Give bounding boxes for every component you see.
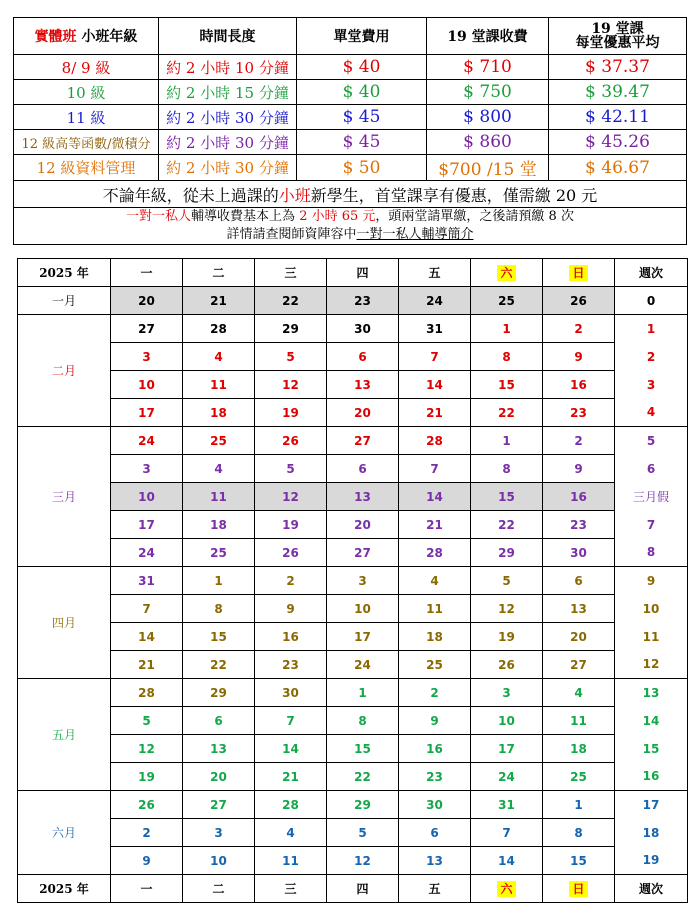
day-cell: 30 — [255, 679, 327, 707]
day-cell: 1 — [543, 791, 615, 819]
week-row — [18, 623, 688, 651]
day-cell: 15 — [543, 847, 615, 875]
fee-grade: 11 級 — [14, 105, 159, 130]
weekday-header: 四 — [327, 875, 399, 903]
calendar-table — [17, 258, 688, 903]
fee-total: $ 710 — [427, 55, 549, 80]
day-cell: 29 — [183, 679, 255, 707]
day-cell: 27 — [543, 651, 615, 679]
day-cell: 27 — [327, 427, 399, 455]
week-row — [18, 483, 688, 511]
private-tutoring-note — [14, 208, 687, 245]
weekend-highlight: 日 — [569, 265, 587, 281]
week-row — [18, 791, 688, 819]
day-cell: 21 — [183, 287, 255, 315]
day-cell: 5 — [255, 455, 327, 483]
day-cell: 24 — [471, 763, 543, 791]
week-row — [18, 847, 688, 875]
week-number: 8 — [615, 539, 688, 567]
day-cell: 14 — [399, 371, 471, 399]
day-cell: 5 — [327, 819, 399, 847]
note2-part2: ，頭兩堂請單繳，之後請預繳 8 次 — [375, 209, 574, 224]
day-cell: 30 — [327, 315, 399, 343]
fee-grade: 8/ 9 級 — [14, 55, 159, 80]
day-cell: 4 — [543, 679, 615, 707]
day-cell: 26 — [111, 791, 183, 819]
weekday-header: 一 — [111, 875, 183, 903]
day-cell: 18 — [183, 399, 255, 427]
day-cell: 15 — [471, 371, 543, 399]
day-cell: 5 — [255, 343, 327, 371]
day-cell: 8 — [471, 455, 543, 483]
day-cell: 23 — [543, 399, 615, 427]
day-cell: 24 — [399, 287, 471, 315]
day-cell: 16 — [543, 371, 615, 399]
day-cell: 6 — [399, 819, 471, 847]
fee-single: $ 45 — [297, 130, 427, 155]
day-cell: 11 — [543, 707, 615, 735]
week-number: 3 — [615, 371, 688, 399]
fee-duration: 約 2 小時 15 分鐘 — [159, 80, 297, 105]
day-cell: 27 — [111, 315, 183, 343]
day-cell: 28 — [399, 539, 471, 567]
day-cell: 20 — [327, 399, 399, 427]
week-row — [18, 819, 688, 847]
day-cell: 14 — [471, 847, 543, 875]
note1-part1: 不論年級，從未上過課的 — [102, 185, 279, 205]
week-number: 4 — [615, 399, 688, 427]
day-cell: 21 — [255, 763, 327, 791]
day-cell: 3 — [327, 567, 399, 595]
fee-total: $ 800 — [427, 105, 549, 130]
day-cell: 10 — [327, 595, 399, 623]
day-cell: 28 — [255, 791, 327, 819]
weekend-highlight: 六 — [497, 265, 515, 281]
day-cell: 12 — [255, 371, 327, 399]
fee-single: $ 40 — [297, 80, 427, 105]
day-cell: 22 — [183, 651, 255, 679]
day-cell: 6 — [183, 707, 255, 735]
week-number: 6 — [615, 455, 688, 483]
day-cell: 17 — [111, 399, 183, 427]
week-number: 0 — [615, 287, 688, 315]
fee-row — [14, 130, 687, 155]
day-cell: 28 — [111, 679, 183, 707]
day-cell: 4 — [399, 567, 471, 595]
week-row — [18, 315, 688, 343]
day-cell: 11 — [183, 483, 255, 511]
day-cell: 14 — [399, 483, 471, 511]
month-label: 六月 — [18, 791, 111, 875]
fee-total: $ 750 — [427, 80, 549, 105]
day-cell: 8 — [327, 707, 399, 735]
weekday-header — [543, 875, 615, 903]
day-cell: 13 — [327, 371, 399, 399]
fee-row — [14, 55, 687, 80]
day-cell: 21 — [399, 399, 471, 427]
week-number: 7 — [615, 511, 688, 539]
day-cell: 3 — [111, 343, 183, 371]
day-cell: 22 — [471, 399, 543, 427]
month-label: 三月 — [18, 427, 111, 567]
day-cell: 23 — [543, 511, 615, 539]
fee-average: $ 45.26 — [549, 130, 687, 155]
fee-grade: 12 級資料管理 — [14, 155, 159, 181]
week-number: 14 — [615, 707, 688, 735]
week-header: 週次 — [615, 875, 688, 903]
note2-part1: 輔導收費基本上為 — [191, 209, 300, 224]
fee-total: $ 860 — [427, 130, 549, 155]
week-number: 11 — [615, 623, 688, 651]
note2-private: 一對一私人 — [126, 209, 192, 224]
day-cell: 23 — [255, 651, 327, 679]
day-cell: 12 — [111, 735, 183, 763]
day-cell: 1 — [471, 427, 543, 455]
day-cell: 10 — [111, 483, 183, 511]
day-cell: 6 — [543, 567, 615, 595]
week-row — [18, 287, 688, 315]
calendar-header-row — [18, 259, 688, 287]
day-cell: 31 — [471, 791, 543, 819]
day-cell: 5 — [471, 567, 543, 595]
day-cell: 19 — [111, 763, 183, 791]
day-cell: 9 — [543, 455, 615, 483]
day-cell: 20 — [183, 763, 255, 791]
fee-row — [14, 80, 687, 105]
fee-header-average-line1: 19 堂課 — [591, 21, 644, 37]
day-cell: 22 — [327, 763, 399, 791]
day-cell: 14 — [111, 623, 183, 651]
day-cell: 18 — [183, 511, 255, 539]
week-row — [18, 567, 688, 595]
day-cell: 20 — [543, 623, 615, 651]
note1-part2: 新學生，首堂課享有優惠，僅需繳 20 元 — [310, 185, 598, 205]
day-cell: 3 — [183, 819, 255, 847]
fee-grade: 10 級 — [14, 80, 159, 105]
fee-duration: 約 2 小時 10 分鐘 — [159, 55, 297, 80]
fee-single: $ 40 — [297, 55, 427, 80]
day-cell: 26 — [471, 651, 543, 679]
fee-header-class-label: 實體班 — [34, 29, 77, 45]
week-number: 9 — [615, 567, 688, 595]
week-row — [18, 427, 688, 455]
day-cell: 25 — [399, 651, 471, 679]
weekday-header — [543, 259, 615, 287]
week-number: 18 — [615, 819, 688, 847]
fee-duration: 約 2 小時 30 分鐘 — [159, 155, 297, 181]
day-cell: 16 — [399, 735, 471, 763]
week-header: 週次 — [615, 259, 688, 287]
day-cell: 12 — [471, 595, 543, 623]
day-cell: 24 — [111, 427, 183, 455]
day-cell: 8 — [471, 343, 543, 371]
day-cell: 12 — [255, 483, 327, 511]
weekday-header: 一 — [111, 259, 183, 287]
day-cell: 8 — [183, 595, 255, 623]
fee-total: $700 /15 堂 — [427, 155, 549, 181]
day-cell: 8 — [543, 819, 615, 847]
week-row — [18, 735, 688, 763]
week-number: 1 — [615, 315, 688, 343]
weekend-highlight: 日 — [569, 881, 587, 897]
day-cell: 13 — [399, 847, 471, 875]
weekday-header: 三 — [255, 875, 327, 903]
year-header: 2025 年 — [18, 875, 111, 903]
day-cell: 7 — [399, 455, 471, 483]
day-cell: 19 — [255, 511, 327, 539]
day-cell: 7 — [255, 707, 327, 735]
day-cell: 2 — [399, 679, 471, 707]
day-cell: 29 — [471, 539, 543, 567]
day-cell: 2 — [543, 315, 615, 343]
year-header: 2025 年 — [18, 259, 111, 287]
day-cell: 9 — [399, 707, 471, 735]
week-row — [18, 371, 688, 399]
day-cell: 12 — [327, 847, 399, 875]
day-cell: 9 — [255, 595, 327, 623]
day-cell: 21 — [399, 511, 471, 539]
day-cell: 16 — [255, 623, 327, 651]
fee-average: $ 37.37 — [549, 55, 687, 80]
week-number: 2 — [615, 343, 688, 371]
day-cell: 11 — [255, 847, 327, 875]
day-cell: 9 — [111, 847, 183, 875]
day-cell: 23 — [327, 287, 399, 315]
calendar-footer-row — [18, 875, 688, 903]
week-row — [18, 763, 688, 791]
day-cell: 1 — [327, 679, 399, 707]
day-cell: 26 — [255, 539, 327, 567]
fee-single: $ 50 — [297, 155, 427, 181]
day-cell: 17 — [327, 623, 399, 651]
week-number: 三月假 — [615, 483, 688, 511]
day-cell: 30 — [543, 539, 615, 567]
week-number: 19 — [615, 847, 688, 875]
week-row — [18, 399, 688, 427]
day-cell: 19 — [255, 399, 327, 427]
day-cell: 6 — [327, 455, 399, 483]
day-cell: 13 — [327, 483, 399, 511]
day-cell: 26 — [255, 427, 327, 455]
day-cell: 27 — [327, 539, 399, 567]
day-cell: 1 — [471, 315, 543, 343]
fee-header-average-line2: 每堂優惠平均 — [575, 35, 660, 51]
month-label: 二月 — [18, 315, 111, 427]
note2-rate: 2 小時 65 元 — [299, 209, 376, 224]
day-cell: 28 — [183, 315, 255, 343]
fee-row — [14, 105, 687, 130]
day-cell: 2 — [255, 567, 327, 595]
fee-header-grade-label: 小班年級 — [81, 29, 138, 45]
day-cell: 11 — [399, 595, 471, 623]
fee-average: $ 42.11 — [549, 105, 687, 130]
fee-table — [13, 17, 687, 245]
day-cell: 6 — [327, 343, 399, 371]
day-cell: 18 — [543, 735, 615, 763]
day-cell: 22 — [471, 511, 543, 539]
day-cell: 25 — [543, 763, 615, 791]
fee-row — [14, 155, 687, 181]
day-cell: 10 — [111, 371, 183, 399]
day-cell: 30 — [399, 791, 471, 819]
week-row — [18, 455, 688, 483]
day-cell: 25 — [471, 287, 543, 315]
fee-header-average — [549, 18, 687, 55]
day-cell: 31 — [111, 567, 183, 595]
day-cell: 4 — [183, 343, 255, 371]
note3-part1: 詳情請查閱師資陣容中 — [226, 227, 357, 242]
weekend-highlight: 六 — [497, 881, 515, 897]
week-row — [18, 679, 688, 707]
week-row — [18, 539, 688, 567]
day-cell: 10 — [471, 707, 543, 735]
week-number: 15 — [615, 735, 688, 763]
week-number: 10 — [615, 595, 688, 623]
day-cell: 7 — [399, 343, 471, 371]
week-row — [18, 595, 688, 623]
week-row — [18, 511, 688, 539]
weekday-header: 五 — [399, 259, 471, 287]
note1-highlight: 小班 — [278, 185, 311, 205]
day-cell: 26 — [543, 287, 615, 315]
day-cell: 10 — [183, 847, 255, 875]
day-cell: 25 — [183, 539, 255, 567]
weekday-header — [471, 875, 543, 903]
month-label: 四月 — [18, 567, 111, 679]
day-cell: 2 — [543, 427, 615, 455]
day-cell: 17 — [111, 511, 183, 539]
day-cell: 29 — [255, 315, 327, 343]
fee-average: $ 46.67 — [549, 155, 687, 181]
weekday-header: 四 — [327, 259, 399, 287]
day-cell: 24 — [327, 651, 399, 679]
week-number: 13 — [615, 679, 688, 707]
day-cell: 23 — [399, 763, 471, 791]
day-cell: 2 — [111, 819, 183, 847]
fee-grade: 12 級高等函數/微積分 — [14, 130, 159, 155]
day-cell: 4 — [183, 455, 255, 483]
day-cell: 7 — [471, 819, 543, 847]
day-cell: 1 — [183, 567, 255, 595]
week-number: 17 — [615, 791, 688, 819]
month-label: 一月 — [18, 287, 111, 315]
day-cell: 18 — [399, 623, 471, 651]
day-cell: 20 — [327, 511, 399, 539]
day-cell: 17 — [471, 735, 543, 763]
day-cell: 9 — [543, 343, 615, 371]
fee-header-total: 19 堂課收費 — [427, 18, 549, 55]
day-cell: 5 — [111, 707, 183, 735]
day-cell: 28 — [399, 427, 471, 455]
weekday-header: 三 — [255, 259, 327, 287]
day-cell: 20 — [111, 287, 183, 315]
private-tutoring-link[interactable]: 一對一私人輔導簡介 — [356, 227, 474, 242]
day-cell: 14 — [255, 735, 327, 763]
day-cell: 15 — [183, 623, 255, 651]
day-cell: 21 — [111, 651, 183, 679]
day-cell: 11 — [183, 371, 255, 399]
month-label: 五月 — [18, 679, 111, 791]
day-cell: 13 — [183, 735, 255, 763]
first-lesson-note — [14, 181, 687, 208]
day-cell: 19 — [471, 623, 543, 651]
fee-header-duration: 時間長度 — [159, 18, 297, 55]
weekday-header — [471, 259, 543, 287]
fee-header-class — [14, 18, 159, 55]
day-cell: 7 — [111, 595, 183, 623]
fee-header-row — [14, 18, 687, 55]
day-cell: 16 — [543, 483, 615, 511]
day-cell: 24 — [111, 539, 183, 567]
weekday-header: 二 — [183, 259, 255, 287]
day-cell: 4 — [255, 819, 327, 847]
day-cell: 29 — [327, 791, 399, 819]
week-number: 5 — [615, 427, 688, 455]
day-cell: 13 — [543, 595, 615, 623]
week-row — [18, 707, 688, 735]
fee-single: $ 45 — [297, 105, 427, 130]
first-lesson-note-row — [14, 181, 687, 208]
day-cell: 3 — [471, 679, 543, 707]
fee-duration: 約 2 小時 30 分鐘 — [159, 130, 297, 155]
private-tutoring-note-row — [14, 208, 687, 245]
fee-header-single: 單堂費用 — [297, 18, 427, 55]
week-row — [18, 651, 688, 679]
day-cell: 22 — [255, 287, 327, 315]
day-cell: 27 — [183, 791, 255, 819]
week-row — [18, 343, 688, 371]
week-number: 16 — [615, 763, 688, 791]
day-cell: 31 — [399, 315, 471, 343]
day-cell: 15 — [327, 735, 399, 763]
weekday-header: 二 — [183, 875, 255, 903]
fee-average: $ 39.47 — [549, 80, 687, 105]
fee-duration: 約 2 小時 30 分鐘 — [159, 105, 297, 130]
day-cell: 3 — [111, 455, 183, 483]
weekday-header: 五 — [399, 875, 471, 903]
week-number: 12 — [615, 651, 688, 679]
day-cell: 15 — [471, 483, 543, 511]
day-cell: 25 — [183, 427, 255, 455]
